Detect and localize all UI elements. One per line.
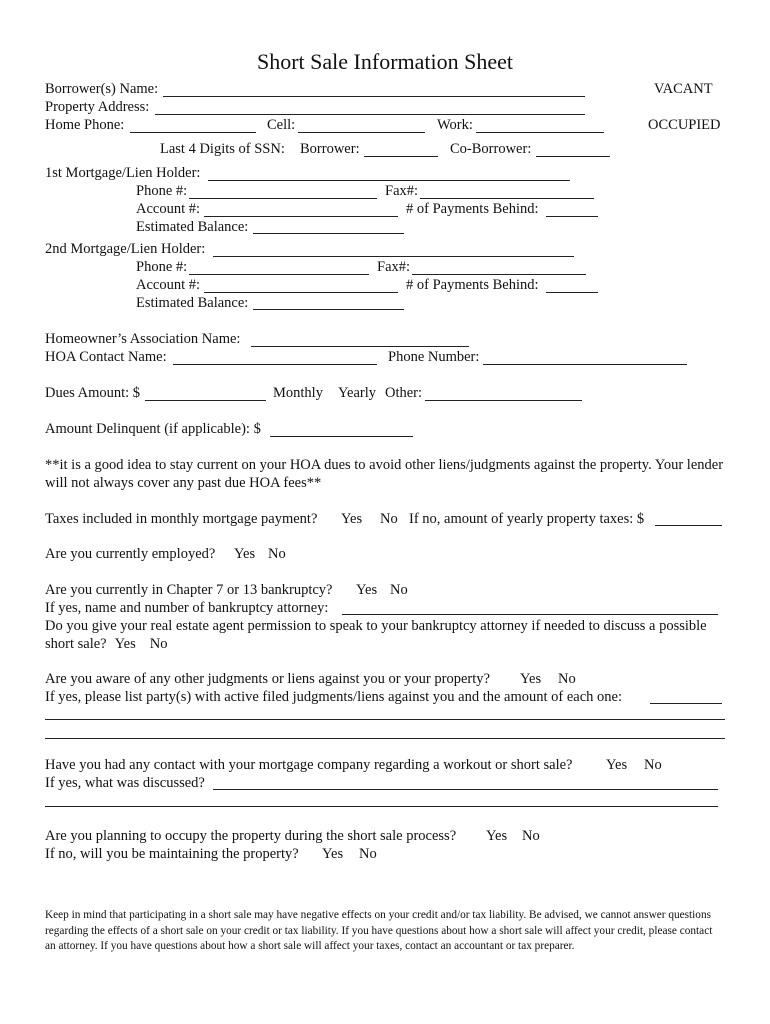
borrower-name-label: Borrower(s) Name: <box>45 81 159 97</box>
mortgage2-account-field[interactable] <box>204 292 398 293</box>
mortgage2-fax-field[interactable] <box>412 274 586 275</box>
dues-monthly-option[interactable]: Monthly <box>273 385 323 401</box>
discussed-field-2[interactable] <box>45 806 718 807</box>
permission-no-option[interactable]: No <box>149 636 168 652</box>
taxes-followup-label: If no, amount of yearly property taxes: $ <box>409 511 645 527</box>
mortgage1-payments-label: # of Payments Behind: <box>406 201 539 217</box>
mortgage2-holder-field[interactable] <box>213 256 574 257</box>
mortgage1-balance-field[interactable] <box>253 233 404 234</box>
hoa-phone-label: Phone Number: <box>388 349 480 365</box>
mortgage2-phone-label: Phone #: <box>136 259 188 275</box>
mortgage2-holder-label: 2nd Mortgage/Lien Holder: <box>45 241 206 257</box>
mortgage2-balance-field[interactable] <box>253 309 404 310</box>
mortgage1-account-label: Account #: <box>136 201 201 217</box>
dues-other-field[interactable] <box>425 400 582 401</box>
judgments-followup-label: If yes, please list party(s) with active filed judgments/liens against you and the amount of each one: <box>45 689 623 705</box>
mortgage1-fax-label: Fax#: <box>385 183 419 199</box>
bankruptcy-yes-option[interactable]: Yes <box>356 582 378 598</box>
mortgage2-payments-field[interactable] <box>546 292 598 293</box>
mortgage1-payments-field[interactable] <box>546 216 598 217</box>
mortgage2-phone-field[interactable] <box>189 274 369 275</box>
ssn-coborrower-label: Co-Borrower: <box>450 141 532 157</box>
attorney-field[interactable] <box>342 614 718 615</box>
discussed-label: If yes, what was discussed? <box>45 775 205 791</box>
bankruptcy-question: Are you currently in Chapter 7 or 13 bankruptcy? <box>45 582 333 598</box>
permission-question-text: Do you give your real estate agent permission to speak to your bankruptcy attorney if needed to discuss a possible short sale? <box>45 618 707 652</box>
employed-question: Are you currently employed? <box>45 546 216 562</box>
work-label: Work: <box>437 117 473 133</box>
permission-yes-option[interactable]: Yes <box>114 636 136 652</box>
home-phone-field[interactable] <box>130 132 256 133</box>
vacant-option[interactable]: VACANT <box>654 81 713 97</box>
judgments-question: Are you aware of any other judgments or liens against you or your property? <box>45 671 490 687</box>
ssn-label: Last 4 Digits of SSN: <box>160 141 285 157</box>
judgments-field-1[interactable] <box>650 703 722 704</box>
judgments-field-3[interactable] <box>45 738 725 739</box>
page-title: Short Sale Information Sheet <box>256 49 513 74</box>
borrower-name-field[interactable] <box>163 96 585 97</box>
mortgage2-balance-label: Estimated Balance: <box>136 295 249 311</box>
work-field[interactable] <box>476 132 604 133</box>
occupy-no-option[interactable]: No <box>522 828 540 844</box>
mortgage2-payments-label: # of Payments Behind: <box>406 277 539 293</box>
taxes-question: Taxes included in monthly mortgage payment? <box>45 511 318 527</box>
judgments-no-option[interactable]: No <box>558 671 576 687</box>
dues-other-label: Other: <box>385 385 423 401</box>
property-address-field[interactable] <box>155 114 585 115</box>
hoa-contact-label: HOA Contact Name: <box>45 349 167 365</box>
attorney-label: If yes, name and number of bankruptcy attorney: <box>45 600 329 616</box>
mortgage1-holder-label: 1st Mortgage/Lien Holder: <box>45 165 201 181</box>
mortgage2-account-label: Account #: <box>136 277 201 293</box>
dues-yearly-option[interactable]: Yearly <box>338 385 376 401</box>
mortgage2-fax-label: Fax#: <box>377 259 411 275</box>
ssn-borrower-field[interactable] <box>364 156 438 157</box>
mortgage1-account-field[interactable] <box>204 216 398 217</box>
judgments-yes-option[interactable]: Yes <box>520 671 542 687</box>
property-address-label: Property Address: <box>45 99 150 115</box>
contact-yes-option[interactable]: Yes <box>606 757 628 773</box>
permission-question <box>45 617 735 653</box>
dues-amount-field[interactable] <box>145 400 266 401</box>
occupied-option[interactable]: OCCUPIED <box>648 117 721 133</box>
delinquent-label: Amount Delinquent (if applicable): $ <box>45 421 261 437</box>
hoa-phone-field[interactable] <box>483 364 687 365</box>
hoa-name-label: Homeowner’s Association Name: <box>45 331 241 347</box>
ssn-coborrower-field[interactable] <box>536 156 610 157</box>
mortgage1-phone-field[interactable] <box>189 198 377 199</box>
occupy-yes-option[interactable]: Yes <box>486 828 508 844</box>
maintain-yes-option[interactable]: Yes <box>322 846 344 862</box>
employed-yes-option[interactable]: Yes <box>234 546 256 562</box>
home-phone-label: Home Phone: <box>45 117 125 133</box>
maintain-question: If no, will you be maintaining the property? <box>45 846 299 862</box>
mortgage1-balance-label: Estimated Balance: <box>136 219 249 235</box>
mortgage1-fax-field[interactable] <box>420 198 594 199</box>
taxes-amount-field[interactable] <box>655 525 722 526</box>
mortgage1-phone-label: Phone #: <box>136 183 188 199</box>
mortgage1-holder-field[interactable] <box>208 180 570 181</box>
judgments-field-2[interactable] <box>45 719 725 720</box>
disclaimer: Keep in mind that participating in a short sale may have negative effects on your credit and/or tax liability. Be advised, we cannot answer questions regarding the effects of a short sale on your credit or tax liability. If you have questions about how a short sale will affect your credit, please contact an attorney. If you have questions about how a short sale will affect your taxes, contact an accountant or tax preparer. <box>45 909 713 952</box>
hoa-name-field[interactable] <box>251 346 469 347</box>
maintain-no-option[interactable]: No <box>359 846 377 862</box>
cell-label: Cell: <box>267 117 296 133</box>
cell-field[interactable] <box>298 132 425 133</box>
ssn-borrower-label: Borrower: <box>300 141 360 157</box>
contact-no-option[interactable]: No <box>644 757 662 773</box>
hoa-note: **it is a good idea to stay current on your HOA dues to avoid other liens/judgments against the property. Your lender will not always cover any past due HOA fees** <box>45 457 724 491</box>
hoa-contact-field[interactable] <box>173 364 377 365</box>
taxes-yes-option[interactable]: Yes <box>341 511 363 527</box>
bankruptcy-no-option[interactable]: No <box>390 582 408 598</box>
employed-no-option[interactable]: No <box>268 546 286 562</box>
delinquent-field[interactable] <box>270 436 413 437</box>
discussed-field-1[interactable] <box>213 789 718 790</box>
contact-question: Have you had any contact with your mortgage company regarding a workout or short sale? <box>45 757 573 773</box>
occupy-question: Are you planning to occupy the property during the short sale process? <box>45 828 457 844</box>
taxes-no-option[interactable]: No <box>380 511 398 527</box>
dues-amount-label: Dues Amount: $ <box>45 385 141 401</box>
